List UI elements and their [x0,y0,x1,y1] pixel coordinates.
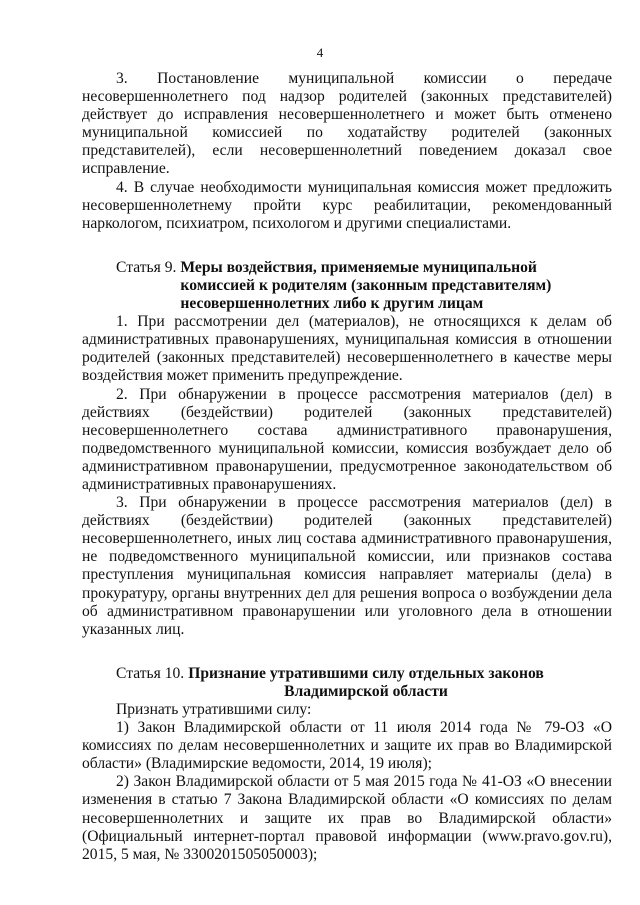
article-10-label: Статья 10. [116,664,185,682]
article-9-title-line: несовершеннолетних либо к другим лицам [180,295,484,313]
paragraph-s1-4: 4. В случае необходимости муниципальная комиссия может предложить несовершеннолетнему пройти курс реабилитации, рекомендованный наркологом, психиатром, психологом и другими специалистами. [82,178,612,232]
article-9-label: Статья 9. [116,258,177,276]
paragraph-s1-3: 3. Постановление муниципальной комиссии о передаче несовершеннолетнего под надзор родителей (законных представителей) действует до исправления несовершеннолетнего и может быть отменено муниципальной комиссией по ходатайству родителей (законных представителей), если несовершеннолетний поведением доказал свое исправление. [82,70,612,178]
article-9-title-line: Меры воздействия, применяемые муниципальной [180,258,537,276]
article-10-heading [82,665,612,701]
page-number: 4 [316,45,324,60]
article-9-title-line: комиссией к родителям (законным представителям) [180,276,552,294]
paragraph-a10-item-1: 1) Закон Владимирской области от 11 июля 2014 года № 79-ОЗ «О комиссиях по делам несовершеннолетних и защите их прав во Владимирской области» (Владимирские ведомости, 2014, 19 июля); [82,719,612,773]
paragraph-a10-item-2: 2) Закон Владимирской области от 5 мая 2015 года № 41-ОЗ «О внесении изменения в статью 7 Закона Владимирской области «О комиссиях по делам несовершеннолетних и защите их прав во Владимирской области» (Официальный интернет-портал правовой информации (www.pravo.gov.ru), 2015, 5 мая, № 3300201505050003); [82,773,612,863]
paragraph-a9-3: 3. При обнаружении в процессе рассмотрения материалов (дел) в действиях (бездействии) родителей (законных представителей) несовершеннолетнего, иных лиц состава административного правонарушения, не подведомственного муниципальной комиссии, или признаков состава преступления муниципальная комиссия направляет материалы (дела) в прокуратуру, органы внутренних дел для решения вопроса о возбуждении дела об административном правонарушении или уголовного дела в отношении указанных лиц. [82,494,612,638]
article-9-heading [82,259,612,313]
article-10-title [184,665,544,701]
paragraph-a9-2: 2. При обнаружении в процессе рассмотрения материалов (дел) в действиях (бездействии) родителей (законных представителей) несовершеннолетнего состава административного правонарушения, подведомственного муниципальной комиссии, комиссия возбуждает дело об административном правонарушении, предусмотренное законодательством об административных правонарушениях. [82,385,612,493]
article-10-title-line: Владимирской области [284,682,448,700]
paragraph-a9-1: 1. При рассмотрении дел (материалов), не относящихся к делам об административных правонарушениях, муниципальная комиссия в отношении родителей (законных представителей) несовершеннолетнего в качестве меры воздействия может применить предупреждение. [82,313,612,385]
article-9-title [176,259,551,313]
article-10-title-line: Признание утратившими силу отдельных законов [188,664,544,682]
paragraph-a10-intro: Признать утратившими силу: [116,701,312,718]
document-body [82,70,612,864]
